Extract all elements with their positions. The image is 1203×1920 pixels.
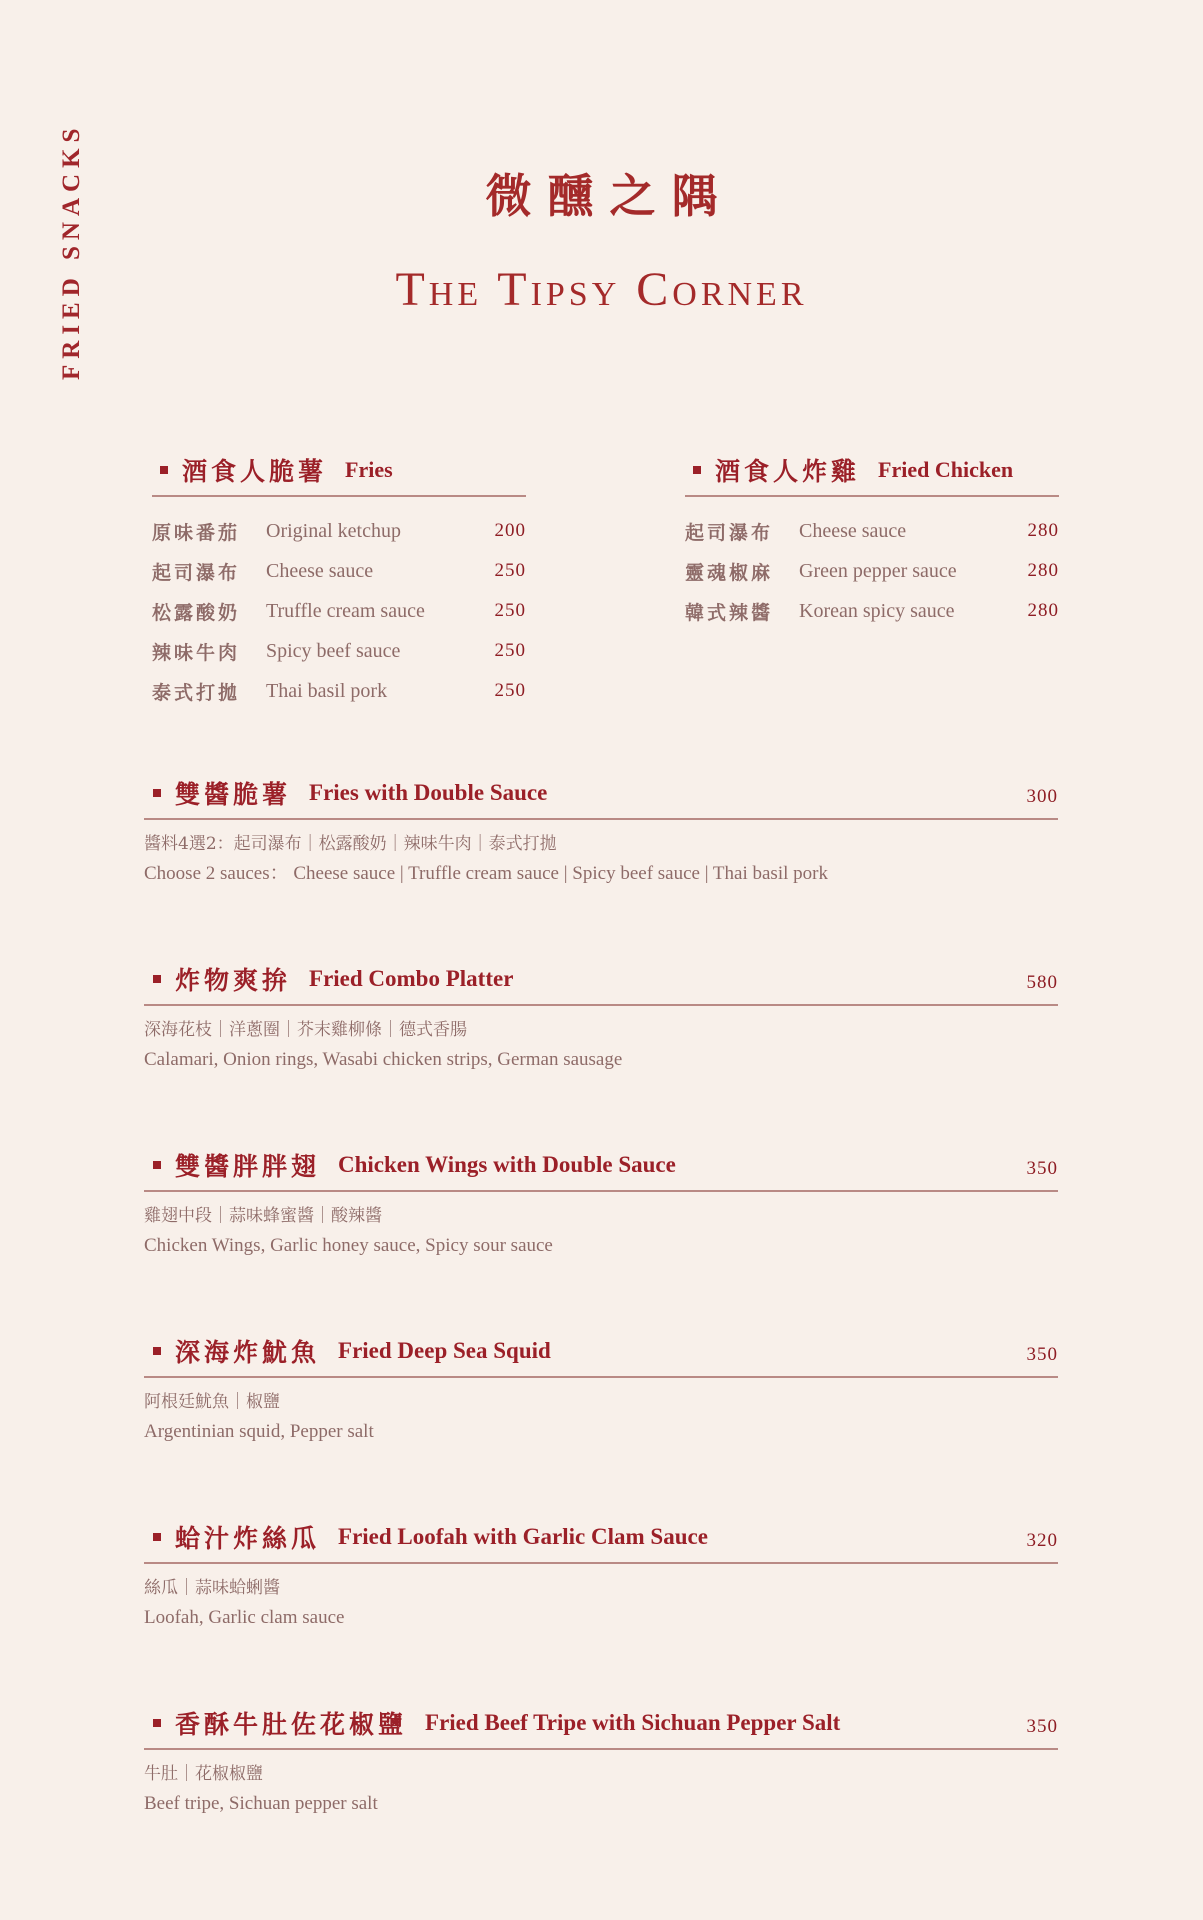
item-name-english: Cheese sauce <box>799 519 907 542</box>
section-title-english: Fried Loofah with Garlic Clam Sauce <box>338 1524 708 1549</box>
menu-section-fried-combo <box>144 954 1058 1072</box>
item-name-english: Cheese sauce <box>266 559 374 582</box>
list-item <box>152 631 526 671</box>
item-name-chinese: 松露酸奶 <box>152 601 241 624</box>
list-item <box>152 551 526 591</box>
item-name-english: Truffle cream sauce <box>266 599 425 622</box>
item-name-english: Spicy beef sauce <box>266 639 401 662</box>
section-description-chinese: 雞翅中段｜蒜味蜂蜜醬｜酸辣醬 <box>144 1206 382 1226</box>
item-name-chinese: 靈魂椒麻 <box>685 561 774 584</box>
bullet-icon <box>153 975 161 983</box>
section-title-chinese: 深海炸魷魚 <box>175 1338 321 1367</box>
section-title-chinese: 蛤汁炸絲瓜 <box>175 1524 321 1553</box>
chicken-title-english: Fried Chicken <box>878 457 1014 482</box>
item-name-chinese: 原味番茄 <box>152 521 241 544</box>
bullet-icon <box>153 1719 161 1727</box>
bullet-icon <box>153 1533 161 1541</box>
fries-header <box>152 445 526 497</box>
item-name-chinese: 起司瀑布 <box>685 521 774 544</box>
section-description-english: Beef tripe, Sichuan pepper salt <box>144 1793 378 1814</box>
section-header <box>144 768 1058 820</box>
item-name-chinese: 韓式辣醬 <box>685 601 774 624</box>
section-description-english: Calamari, Onion rings, Wasabi chicken strips, German sausage <box>144 1049 623 1070</box>
section-description-chinese: 絲瓜｜蒜味蛤蜊醬 <box>144 1578 280 1598</box>
item-price: 250 <box>494 560 526 581</box>
section-title-chinese: 雙醬脆薯 <box>175 780 292 809</box>
item-name-chinese: 起司瀑布 <box>152 561 241 584</box>
item-price: 200 <box>494 520 526 541</box>
list-item <box>685 551 1059 591</box>
bullet-icon <box>153 1161 161 1169</box>
menu-title-chinese: 微醺之隅 <box>485 169 734 223</box>
section-header <box>144 1512 1058 1564</box>
section-header <box>144 954 1058 1006</box>
item-name-chinese: 辣味牛肉 <box>152 641 241 664</box>
section-title-english: Fries with Double Sauce <box>309 780 548 805</box>
item-name-english: Thai basil pork <box>266 679 388 702</box>
fries-list <box>152 497 526 711</box>
menu-section-beef-tripe <box>144 1698 1058 1816</box>
bullet-icon <box>153 789 161 797</box>
list-item <box>152 591 526 631</box>
fries-column <box>152 445 526 711</box>
section-description-english: Loofah, Garlic clam sauce <box>144 1607 345 1628</box>
fries-title-chinese: 酒食人脆薯 <box>182 457 328 486</box>
section-price: 580 <box>1026 972 1058 993</box>
fries-title-english: Fries <box>345 457 393 482</box>
section-price: 350 <box>1026 1344 1058 1365</box>
section-header <box>144 1326 1058 1378</box>
section-description-chinese: 牛肚｜花椒椒鹽 <box>144 1764 263 1784</box>
section-description-chinese: 醬料4選2：起司瀑布｜松露酸奶｜辣味牛肉｜泰式打拋 <box>144 834 557 854</box>
item-price: 250 <box>494 680 526 701</box>
section-title-chinese: 香酥牛肚佐花椒鹽 <box>175 1710 408 1739</box>
item-price: 250 <box>494 600 526 621</box>
item-price: 280 <box>1027 560 1059 581</box>
item-name-english: Korean spicy sauce <box>799 599 955 622</box>
section-description-english: Argentinian squid, Pepper salt <box>144 1421 374 1442</box>
item-price: 280 <box>1027 520 1059 541</box>
item-price: 280 <box>1027 600 1059 621</box>
list-item <box>152 511 526 551</box>
chicken-column <box>685 445 1059 631</box>
list-item <box>685 511 1059 551</box>
section-description-chinese: 阿根廷魷魚｜椒鹽 <box>144 1392 280 1412</box>
menu-section-deep-sea-squid <box>144 1326 1058 1444</box>
section-price: 350 <box>1026 1716 1058 1737</box>
section-title-english: Chicken Wings with Double Sauce <box>338 1152 676 1177</box>
chicken-header <box>685 445 1059 497</box>
section-price: 350 <box>1026 1158 1058 1179</box>
section-description-chinese: 深海花枝｜洋蔥圈｜芥末雞柳條｜德式香腸 <box>144 1020 467 1040</box>
item-name-english: Original ketchup <box>266 519 401 542</box>
section-title-english: Fried Combo Platter <box>309 966 514 991</box>
section-price: 320 <box>1026 1530 1058 1551</box>
bullet-icon <box>160 466 168 474</box>
menu-section-double-sauce-fries <box>144 768 1058 886</box>
section-title-chinese: 雙醬胖胖翅 <box>175 1152 321 1181</box>
menu-title-english: The Tipsy Corner <box>395 263 808 316</box>
section-header <box>144 1698 1058 1750</box>
section-title-chinese: 炸物爽拚 <box>175 966 292 995</box>
side-category-label: FRIED SNACKS <box>58 122 85 380</box>
section-description-english: Chicken Wings, Garlic honey sauce, Spicy sour sauce <box>144 1235 553 1256</box>
bullet-icon <box>153 1347 161 1355</box>
section-price: 300 <box>1026 786 1058 807</box>
bullet-icon <box>693 466 701 474</box>
item-price: 250 <box>494 640 526 661</box>
section-header <box>144 1140 1058 1192</box>
list-item <box>152 671 526 711</box>
menu-section-chicken-wings <box>144 1140 1058 1258</box>
chicken-title-chinese: 酒食人炸雞 <box>715 457 861 486</box>
list-item <box>685 591 1059 631</box>
menu-section-fried-loofah <box>144 1512 1058 1630</box>
section-title-english: Fried Beef Tripe with Sichuan Pepper Salt <box>425 1710 841 1735</box>
item-name-chinese: 泰式打拋 <box>152 681 241 704</box>
chicken-list <box>685 497 1059 631</box>
item-name-english: Green pepper sauce <box>799 559 957 582</box>
section-title-english: Fried Deep Sea Squid <box>338 1338 551 1363</box>
section-description-english: Choose 2 sauces： Cheese sauce | Truffle cream sauce | Spicy beef sauce | Thai basil pork <box>144 863 828 884</box>
